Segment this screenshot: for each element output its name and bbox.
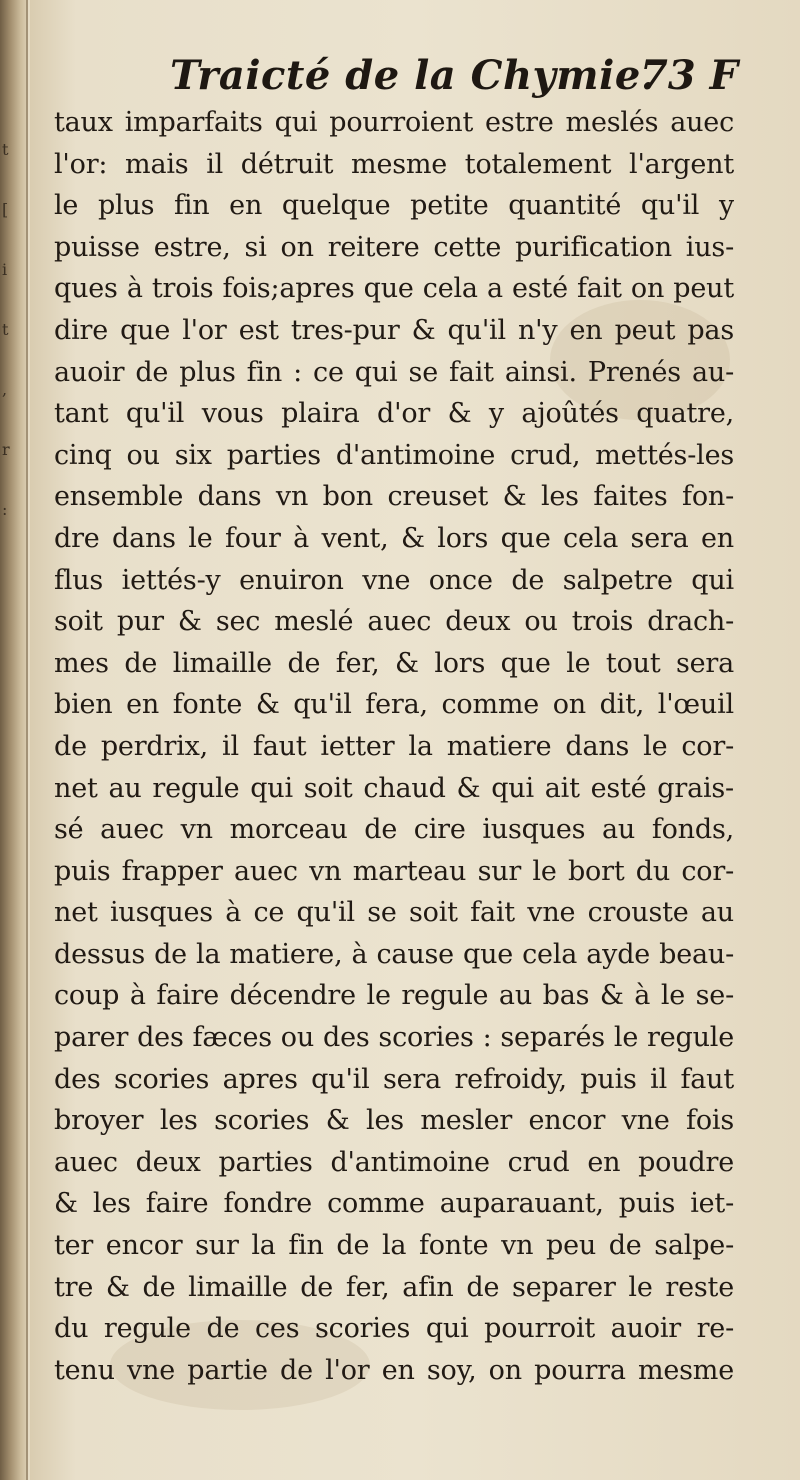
text-line: dre dans le four à vent, & lors que cela sera en bbox=[54, 522, 734, 554]
text-line: ter encor sur la fin de la fonte vn peu de salpe- bbox=[54, 1230, 734, 1262]
facing-mark: i bbox=[2, 260, 8, 279]
gutter-line bbox=[26, 0, 28, 1480]
text-line: sé auec vn morceau de cire iusques au fonds, bbox=[54, 814, 734, 846]
text-line: net au regule qui soit chaud & qui ait esté grais- bbox=[54, 772, 734, 804]
facing-mark: r bbox=[2, 440, 10, 459]
text-line: flus iettés-y enuiron vne once de salpetre qui bbox=[54, 564, 734, 596]
facing-page-marks bbox=[2, 120, 22, 540]
text-line: puis frapper auec vn marteau sur le bort du cor- bbox=[54, 855, 734, 887]
text-line: net iusques à ce qu'il se soit fait vne crouste au bbox=[54, 897, 734, 929]
text-line: broyer les scories & les mesler encor vne fois bbox=[54, 1105, 734, 1137]
page-number: 73 F bbox=[640, 52, 738, 99]
text-line: puisse estre, si on reitere cette purification ius- bbox=[54, 231, 734, 263]
text-line: mes de limaille de fer, & lors que le tout sera bbox=[54, 647, 734, 679]
text-line: tre & de limaille de fer, afin de separer le reste bbox=[54, 1271, 734, 1303]
text-line: du regule de ces scories qui pourroit auoir re- bbox=[54, 1313, 734, 1345]
text-line: dire que l'or est tres-pur & qu'il n'y en peut pas bbox=[54, 314, 734, 346]
text-line: ques à trois fois;apres que cela a esté fait on peut bbox=[54, 273, 734, 305]
text-line: coup à faire décendre le regule au bas & à le se- bbox=[54, 980, 734, 1012]
facing-mark: t bbox=[2, 320, 9, 339]
text-line: parer des fæces ou des scories : separés le regule bbox=[54, 1022, 734, 1054]
text-block bbox=[54, 102, 734, 1391]
text-line: ensemble dans vn bon creuset & les faites fon- bbox=[54, 481, 734, 513]
page-body bbox=[30, 0, 800, 1480]
facing-mark: , bbox=[2, 380, 8, 399]
text-line: l'or: mais il détruit mesme totalement l'argent bbox=[54, 148, 734, 180]
text-line: des scories apres qu'il sera refroidy, puis il faut bbox=[54, 1063, 734, 1095]
text-line: bien en fonte & qu'il fera, comme on dit, l'œuil bbox=[54, 689, 734, 721]
text-line: auoir de plus fin : ce qui se fait ainsi. Prenés au- bbox=[54, 356, 734, 388]
text-line: tenu vne partie de l'or en soy, on pourra mesme bbox=[54, 1354, 734, 1386]
text-line: le plus fin en quelque petite quantité qu'il y bbox=[54, 190, 734, 222]
running-title: Traicté de la Chymie. bbox=[170, 52, 656, 99]
text-line: de perdrix, il faut ietter la matiere dans le cor- bbox=[54, 730, 734, 762]
facing-mark: [ bbox=[2, 200, 9, 219]
text-line: tant qu'il vous plaira d'or & y ajoûtés quatre, bbox=[54, 398, 734, 430]
text-line: taux imparfaits qui pourroient estre meslés auec bbox=[54, 107, 734, 138]
text-line: auec deux parties d'antimoine crud en poudre bbox=[54, 1146, 734, 1178]
facing-mark: t bbox=[2, 140, 9, 159]
facing-mark: : bbox=[2, 500, 8, 519]
text-line: soit pur & sec meslé auec deux ou trois drach- bbox=[54, 606, 734, 638]
text-line: & les faire fondre comme auparauant, puis iet- bbox=[54, 1188, 734, 1220]
text-line: dessus de la matiere, à cause que cela ayde beau- bbox=[54, 938, 734, 970]
text-line: cinq ou six parties d'antimoine crud, mettés-les bbox=[54, 439, 734, 471]
